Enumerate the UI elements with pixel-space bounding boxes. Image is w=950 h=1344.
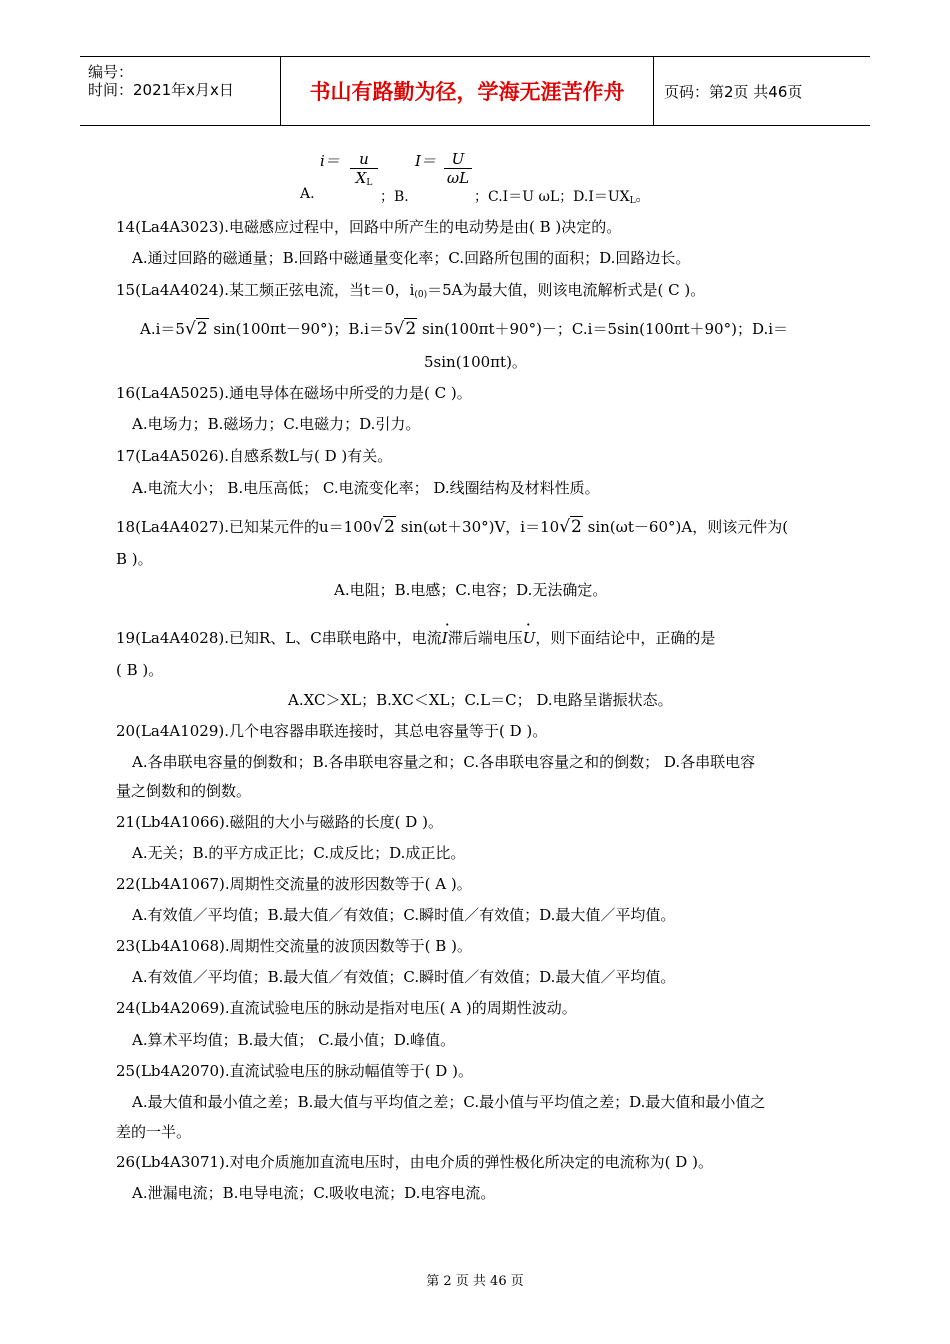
q19-q2: 滞后端电压 [447,629,523,647]
fraction-a-den [350,168,378,188]
q24-question: 24(Lb4A2069).直流试验电压的脉动是指对电压( A )的周期性波动。 [116,999,577,1017]
q19-a-rest: C＞XL；B.XC＜XL；C.L＝C； D.电路呈谐振状态。 [314,691,673,709]
q15-a1: A.i＝5 [140,320,185,338]
current-phasor-symbol: · I [442,629,448,647]
fraction-b-num: U [451,150,465,168]
q25-question: 25(Lb4A2070).直流试验电压的脉动幅值等于( D )。 [116,1062,473,1080]
q13-rest-sub: L [629,196,636,206]
q16-answers: A.电场力；B.磁场力；C.电磁力；D.引力。 [132,415,421,433]
q19-a: A.X [288,691,315,709]
q15-answers-cont: 5sin(100πt)。 [424,353,527,371]
q21-answers: A.无关；B.的平方成正比；C.成反比；D.成正比。 [132,844,466,862]
sqrt-icon: √2 [393,319,417,339]
fraction-a-den-text: X [355,169,367,187]
q15-a2: sin(100πt－90°)；B.i＝5 [213,320,394,338]
fraction-b [415,150,436,171]
q23-answers: A.有效值／平均值；B.最大值／有效值；C.瞬时值／有效值；D.最大值／平均值。 [132,968,676,986]
q14-question: 14(La4A3023).电磁感应过程中，回路中所产生的电动势是由( B )决定的。 [116,218,622,236]
q26-answers: A.泄漏电流；B.电导电流；C.吸收电流；D.电容电流。 [132,1184,496,1202]
fraction-a-lhs: i＝ [320,152,340,170]
fraction-b-den: ωL [444,168,472,187]
q20-answers: A.各串联电容量的倒数和；B.各串联电容量之和；C.各串联电容量之和的倒数； D.各串联电容 [132,753,756,771]
q14-answers: A.通过回路的磁通量；B.回路中磁通量变化率；C.回路所包围的面积；D.回路边长。 [132,249,691,267]
q18-sqrt-num: 2 [384,517,395,537]
q25-answers-cont: 差的一半。 [116,1123,192,1141]
q26-question: 26(Lb4A3071).对电介质施加直流电压时，由电介质的弹性极化所决定的电流称为( D )。 [116,1153,713,1171]
q22-question: 22(Lb4A1067).周期性交流量的波形因数等于( A )。 [116,875,472,893]
q19-q1: 19(La4A4028).已知R、L、C串联电路中，电流 [116,629,442,647]
q17-answers: A.电流大小； B.电压高低； C.电流变化率； D.线圈结构及材料性质。 [132,479,600,497]
q13-rest-text: ；C.I＝U ωL；D.I＝UX [474,189,630,205]
q24-answers: A.算术平均值；B.最大值； C.最小值；D.峰值。 [132,1031,456,1049]
q21-question: 21(Lb4A1066).磁阻的大小与磁路的长度( D )。 [116,813,443,831]
q13-sep-b: ；B. [380,189,409,205]
q16-question: 16(La4A5025).通电导体在磁场中所受的力是( C )。 [116,384,472,402]
page-label: 页码：第2页 共46页 [664,83,803,101]
fraction-b-lhs: I＝ [415,152,436,170]
number-label: 编号： [88,63,134,81]
q23-question: 23(Lb4A1068).周期性交流量的波顶因数等于( B )。 [116,937,472,955]
q15-a3: sin(100πt＋90°)－；C.i＝5sin(100πt＋90°)；D.i＝ [421,320,789,338]
q17-question: 17(La4A5026).自感系数L与( D )有关。 [116,447,393,465]
time-label: 时间：2021年x月x日 [88,81,234,99]
fraction-a-den-sub: L [366,178,373,188]
q18-q2: sin(ωt＋30°)V，i＝10 [400,518,560,536]
page-header [80,56,870,126]
motto-text: 书山有路勤为径，学海无涯苦作舟 [281,57,654,125]
q15-q-end: ＝5A为最大值，则该电流解析式是( C )。 [427,281,706,299]
sqrt-icon: √2 [559,517,582,537]
q15-question [116,279,705,300]
q15-answers [140,318,788,339]
fraction-b-body [444,150,472,187]
q15-q-text: 15(La4A4024).某工频正弦电流，当t＝0，i [116,281,415,299]
q18-answers: A.电阻；B.电感；C.电容；D.无法确定。 [334,581,608,599]
q18-q1: 18(La4A4027).已知某元件的u＝100 [116,518,373,536]
q20-answers-cont: 量之倒数和的倒数。 [116,782,252,800]
q19-q3: ，则下面结论中，正确的是 [535,629,716,647]
q18-q3: sin(ωt－60°)A，则该元件为( [587,518,789,536]
fraction-a [320,150,340,171]
fraction-a-num: u [359,150,369,168]
q15-sqrt-num-2: 2 [405,319,417,339]
fraction-a-body [350,150,378,188]
q13-rest [474,186,650,206]
voltage-phasor-symbol: · U [523,629,536,647]
header-meta-cell [80,57,281,125]
q25-answers: A.最大值和最小值之差；B.最大值与平均值之差；C.最小值与平均值之差；D.最大值和最小值之 [132,1093,766,1111]
q19-answers [288,689,673,710]
q15-q-sub: (0) [414,290,428,300]
q18-sqrt-num-2: 2 [571,517,582,537]
q19-question-cont: ( B )。 [116,661,164,679]
page-footer: 第 2 页 共 46 页 [426,1274,524,1289]
q18-question-cont: B )。 [116,550,153,568]
q19-question [116,627,715,648]
sqrt-icon: √2 [372,517,395,537]
q20-question: 20(La4A1029).几个电容器串联连接时，其总电容量等于( D )。 [116,722,548,740]
q18-question [116,516,788,537]
q13-prefix-a: A. [300,186,315,202]
q22-answers: A.有效值／平均值；B.最大值／有效值；C.瞬时值／有效值；D.最大值／平均值。 [132,906,676,924]
q15-sqrt-num: 2 [196,319,208,339]
q13-end: 。 [635,189,650,205]
sqrt-icon: √2 [184,319,208,339]
